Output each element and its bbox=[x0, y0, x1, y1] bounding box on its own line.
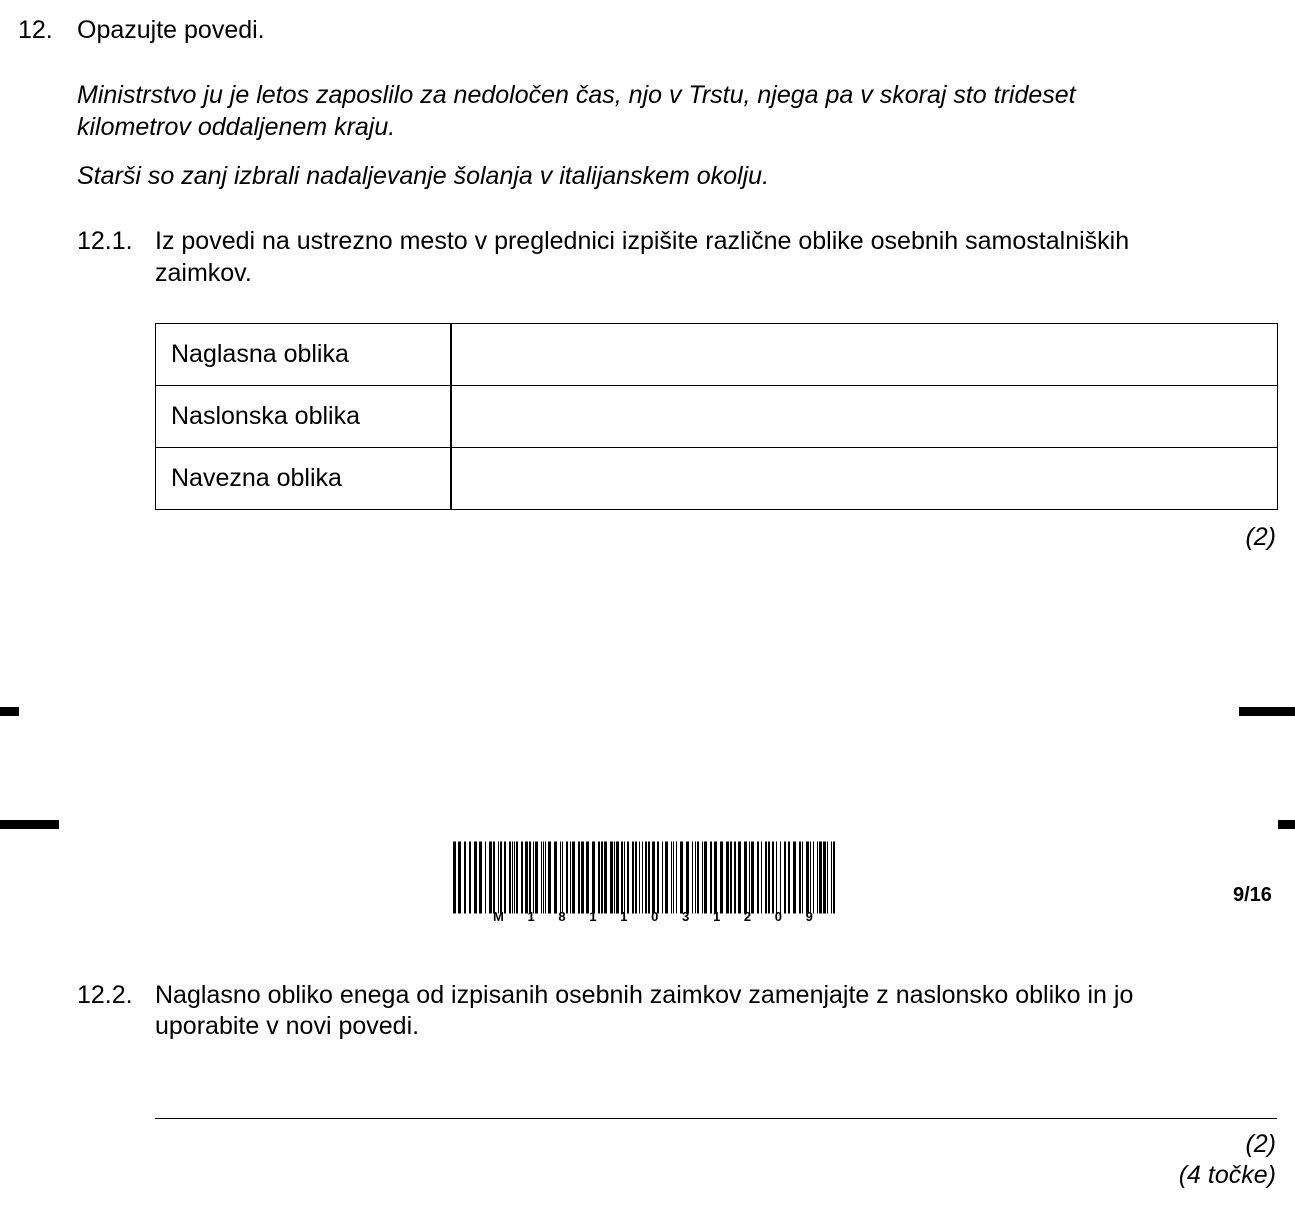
row-label-clitic-form: Naslonska oblika bbox=[156, 386, 452, 448]
barcode-character: 9 bbox=[805, 909, 813, 924]
row-label-prepositional-form: Navezna oblika bbox=[156, 448, 452, 510]
barcode-bar bbox=[657, 842, 659, 914]
barcode-bar bbox=[529, 842, 531, 914]
barcode-bar bbox=[671, 842, 672, 914]
barcode-bar bbox=[662, 842, 663, 914]
example-sentence-2: Starši so zanj izbrali nadaljevanje šolanja v italijanskem okolju. bbox=[77, 162, 770, 190]
barcode-bar bbox=[562, 842, 563, 914]
barcode-bar bbox=[784, 842, 786, 914]
barcode-bar bbox=[734, 842, 736, 914]
row-label-stressed-form: Naglasna oblika bbox=[156, 324, 452, 386]
barcode-bar bbox=[686, 842, 689, 914]
barcode-bar bbox=[639, 842, 640, 914]
barcode-bar bbox=[453, 842, 456, 914]
pronoun-forms-table bbox=[155, 323, 1278, 510]
barcode-bar bbox=[543, 842, 544, 914]
barcode-bar bbox=[823, 842, 826, 914]
barcode-bar bbox=[521, 842, 523, 914]
registration-mark-left-lower bbox=[0, 820, 59, 829]
barcode-bar bbox=[819, 842, 822, 914]
barcode-character: 0 bbox=[774, 909, 782, 924]
table-row bbox=[156, 448, 1278, 510]
barcode-bar bbox=[525, 842, 528, 914]
barcode-bar bbox=[458, 842, 461, 914]
barcode-bar bbox=[714, 842, 717, 914]
barcode-bar bbox=[652, 842, 655, 914]
barcode-bar bbox=[541, 842, 542, 914]
barcode-bar bbox=[806, 842, 809, 914]
barcode-bar bbox=[680, 842, 683, 914]
barcode-bar bbox=[512, 842, 513, 914]
barcode-bar bbox=[704, 842, 707, 914]
barcode-bar bbox=[676, 842, 677, 914]
barcode-bar bbox=[479, 842, 482, 914]
barcode-bar bbox=[780, 842, 781, 914]
subquestion-2-text-line-2: uporabite v novi povedi. bbox=[155, 1012, 420, 1040]
barcode-bar bbox=[533, 842, 534, 914]
barcode-bar bbox=[464, 842, 466, 914]
barcode-bar bbox=[635, 842, 637, 914]
barcode-bar bbox=[776, 842, 777, 914]
barcode-bar bbox=[831, 842, 832, 914]
barcode-bar bbox=[598, 842, 600, 914]
subquestion-2-text-line-1: Naglasno obliko enega od izpisanih osebnih zaimkov zamenjajte z naslonsko obliko in jo bbox=[155, 981, 1134, 1009]
barcode-bar bbox=[627, 842, 629, 914]
barcode-bar bbox=[474, 842, 477, 914]
barcode-bar bbox=[772, 842, 774, 914]
barcode-character: 2 bbox=[743, 909, 752, 924]
barcode-bar bbox=[504, 842, 506, 914]
registration-mark-left-upper bbox=[0, 707, 19, 716]
answer-line[interactable] bbox=[155, 1118, 1277, 1119]
barcode-bar bbox=[788, 842, 790, 914]
barcode-bar bbox=[720, 842, 723, 914]
barcode-bar bbox=[560, 842, 561, 914]
table-row bbox=[156, 386, 1278, 448]
barcode-bar bbox=[610, 842, 613, 914]
barcode-bar bbox=[810, 842, 811, 914]
barcode-bar bbox=[498, 842, 499, 914]
barcode-bar bbox=[485, 842, 486, 914]
barcode-character: 8 bbox=[558, 909, 566, 924]
barcode-bar bbox=[757, 842, 759, 914]
barcode-bar bbox=[601, 842, 603, 914]
barcode-bar bbox=[768, 842, 770, 914]
barcode-bar bbox=[813, 842, 814, 914]
example-sentence-1-line-1: Ministrstvo ju je letos zaposlilo za nedoločen čas, njo v Trstu, njega pa v skoraj sto trideset bbox=[77, 81, 1076, 109]
barcode-bar bbox=[799, 842, 801, 914]
subquestion-2-points: (2) bbox=[1245, 1130, 1276, 1158]
barcode-bar bbox=[692, 842, 693, 914]
barcode-bar bbox=[702, 842, 703, 914]
barcode-bar bbox=[592, 842, 595, 914]
example-sentence-1-line-2: kilometrov oddaljenem kraju. bbox=[77, 113, 396, 141]
question-instruction: Opazujte povedi. bbox=[77, 16, 265, 44]
barcode-bar bbox=[535, 842, 538, 914]
barcode-bar bbox=[621, 842, 623, 914]
barcode-bar bbox=[632, 842, 634, 914]
barcode-bar bbox=[710, 842, 712, 914]
question-number: 12. bbox=[18, 16, 53, 44]
barcode-text bbox=[493, 909, 813, 924]
barcode-bar bbox=[738, 842, 741, 914]
barcode-bar bbox=[614, 842, 615, 914]
barcode-bar bbox=[493, 842, 495, 914]
table-row bbox=[156, 324, 1278, 386]
registration-mark-right-upper bbox=[1239, 707, 1295, 716]
subquestion-1-points: (2) bbox=[1245, 523, 1276, 551]
barcode-bar bbox=[581, 842, 584, 914]
barcode-bar bbox=[509, 842, 511, 914]
barcode-character: 1 bbox=[527, 909, 535, 924]
subquestion-1-number: 12.1. bbox=[77, 227, 133, 255]
barcode-bar bbox=[730, 842, 732, 914]
barcode-bar bbox=[578, 842, 580, 914]
barcode-bar bbox=[548, 842, 551, 914]
barcode-bar bbox=[554, 842, 557, 914]
answer-cell-clitic-form[interactable] bbox=[451, 386, 1278, 448]
barcode-bar bbox=[645, 842, 647, 914]
barcode-bar bbox=[566, 842, 568, 914]
answer-cell-prepositional-form[interactable] bbox=[451, 448, 1278, 510]
barcode-bar bbox=[726, 842, 729, 914]
barcode-character: 1 bbox=[620, 909, 628, 924]
barcode-bar bbox=[665, 842, 668, 914]
barcode-bar bbox=[697, 842, 699, 914]
barcode-bar bbox=[586, 842, 589, 914]
barcode-character: 1 bbox=[712, 909, 721, 924]
barcode-character: 0 bbox=[651, 909, 659, 924]
answer-cell-stressed-form[interactable] bbox=[451, 324, 1278, 386]
barcode-bar bbox=[648, 842, 650, 914]
subquestion-2-number: 12.2. bbox=[77, 981, 133, 1009]
subquestion-1-text-line-2: zaimkov. bbox=[155, 259, 252, 287]
barcode-bar bbox=[817, 842, 818, 914]
barcode-bar bbox=[765, 842, 767, 914]
barcode-bar bbox=[500, 842, 502, 914]
subquestion-1-text-line-1: Iz povedi na ustrezno mesto v preglednici izpišite različne oblike osebnih samostalniških bbox=[155, 227, 1130, 255]
barcode-character: M bbox=[493, 909, 504, 924]
barcode-bar bbox=[624, 842, 625, 914]
barcode-bar bbox=[673, 842, 674, 914]
barcode-bar bbox=[514, 842, 515, 914]
barcode-character: 3 bbox=[682, 909, 690, 924]
barcode-bar bbox=[695, 842, 696, 914]
barcode-bar bbox=[744, 842, 747, 914]
registration-mark-right-lower bbox=[1278, 820, 1295, 829]
barcode-bar bbox=[489, 842, 492, 914]
barcode-bar bbox=[751, 842, 754, 914]
total-points: (4 točke) bbox=[1178, 1161, 1276, 1189]
barcode-bar bbox=[802, 842, 803, 914]
barcode-bar bbox=[749, 842, 750, 914]
barcode-bar bbox=[616, 842, 619, 914]
barcode-bar bbox=[469, 842, 471, 914]
barcode-bar bbox=[793, 842, 796, 914]
barcode-bar bbox=[761, 842, 762, 914]
barcode-bar bbox=[516, 842, 518, 914]
barcode-bar bbox=[545, 842, 546, 914]
page-number: 9/16 bbox=[1233, 884, 1272, 906]
barcode-bar bbox=[642, 842, 643, 914]
barcode-bar bbox=[604, 842, 607, 914]
barcode-bar bbox=[572, 842, 575, 914]
barcode-bar bbox=[833, 842, 835, 914]
barcode-character: 1 bbox=[589, 909, 597, 924]
barcode-bar bbox=[827, 842, 828, 914]
barcode-bar bbox=[570, 842, 571, 914]
